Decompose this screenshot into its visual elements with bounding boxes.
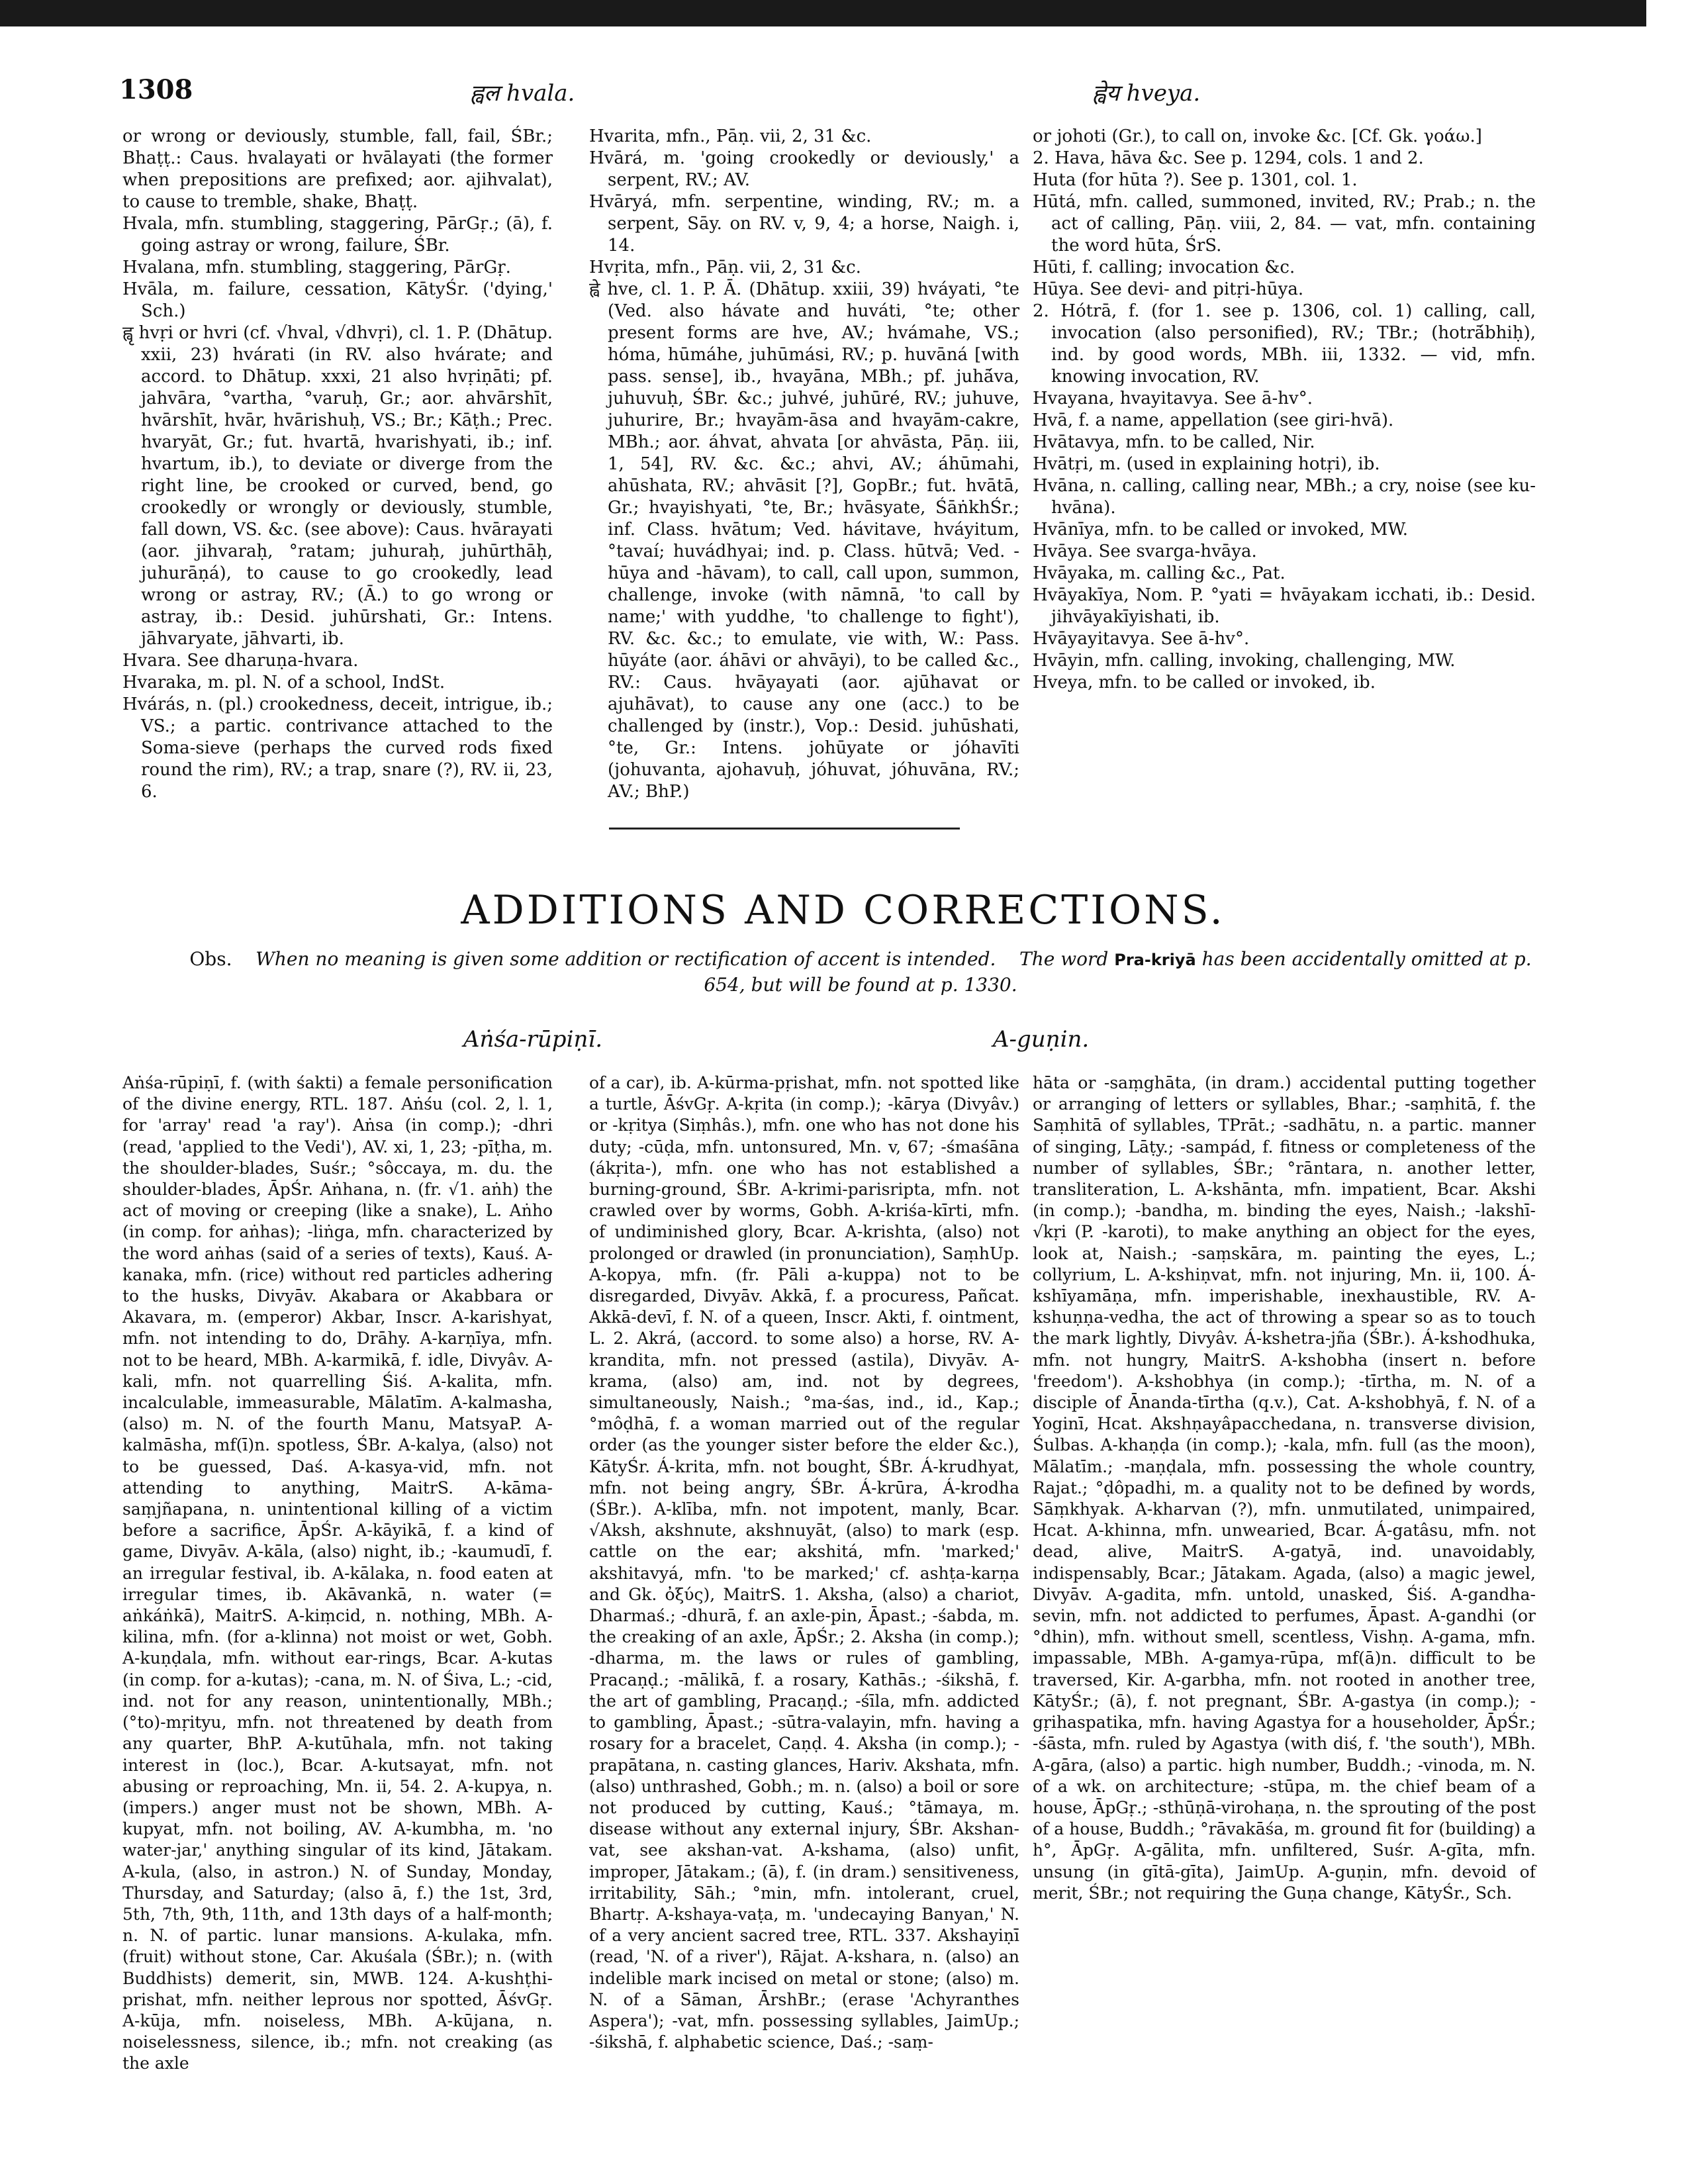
top-column-1 — [122, 126, 553, 803]
entry: Hvayana, hvayitavya. See ā-hv°. — [1033, 389, 1313, 408]
entry: 2. Hótrā, f. (for 1. see p. 1306, col. 1) calling, call, invocation (also personified), RV.; TBr.; (hotrā́bhiḥ), ind. by good words, MBh. iii, 1332. — vid, mfn. knowing invocation, RV. — [1033, 301, 1536, 387]
obs-text: The word — [1019, 948, 1109, 970]
entry: Hvāryá, mfn. serpentine, winding, RV.; m. a serpent, Sāy. on RV. v, 9, 4; a horse, Naigh. i, 14. — [589, 192, 1019, 256]
entry: Hvāna, n. calling, calling near, MBh.; a cry, noise (see ku-hvāna). — [1033, 476, 1536, 518]
running-header — [99, 74, 1569, 114]
obs-text: When no meaning is given some addition or rectification of accent is intended. — [256, 948, 996, 970]
obs-label: Obs. — [189, 948, 232, 970]
entry: Hvātavya, mfn. to be called, Nir. — [1033, 432, 1315, 452]
entry: Hvāyin, mfn. calling, invoking, challenging, MW. — [1033, 651, 1456, 671]
entry: Hvāyakīya, Nom. P. °yati = hvāyakam icchati, ib.: Desid. jihvāyakīyishati, ib. — [1033, 585, 1536, 627]
entry: 2. Hava, hāva &c. See p. 1294, cols. 1 and 2. — [1033, 148, 1424, 168]
obs-text: has been accidentally omitted at p. 654, but will be found at p. 1330. — [704, 948, 1532, 996]
additions-column-3 — [1033, 1072, 1536, 1904]
entry: Hvalana, mfn. stumbling, staggering, PārGṛ. — [122, 258, 511, 277]
additions-text: hāta or -saṃghāta, (in dram.) accidental putting together or arranging of letters or syllables, Bhar.; -saṃhitā, f. the Saṃhitā of syllables, TPrāt.; -sadhātu, n. a partic. manner of singing, Lāṭy.; -sampád, f. fitness or completeness of the number of syllables, ŚBr.; °rāntara, n. another letter, transliteration, L. A-kshānta, mfn. impatient, Bcar. Akshi (in comp.); -bandha, m. binding the eyes, Naish.; -lakshī-√kṛi (P. -karoti), to make anything an object for the eyes, look at, Naish.; -saṃskāra, m. painting the eyes, L.; collyrium, L. A-kshiṇvat, mfn. not injuring, Mn. ii, 100. Á-kshīyamāṇa, mfn. imperishable, inexhaustible, RV. A-kshuṇṇa-vedha, the act of throwing a spear so as to touch the mark lightly, Divyâv. Á-kshetra-jña (ŚBr.). Á-kshodhuka, mfn. not hungry, MaitrS. A-kshobha (insert n. before 'freedom'). A-kshobhya (in comp.); -tīrtha, m. N. of a disciple of Ānanda-tīrtha (q.v.), Cat. A-kshobhyā, f. N. of a Yoginī, Hcat. Akshṇayâpacchedana, n. transverse division, Śulbas. A-khaṇḍa (in comp.); -kala, mfn. full (as the moon), Mālatīm.; -maṇḍala, mfn. possessing the whole country, Rajat.; °ḍôpadhi, m. a quality not to be defined by words, Sāṃkhyak. A-kharvan (?), mfn. unmutilated, unimpaired, Hcat. A-khinna, mfn. unwearied, Bcar. Á-gatâsu, mfn. not dead, alive, MaitrS. A-gatyā, ind. unavoidably, indispensably, Bcar.; Jātakam. Agada, (also) a magic jewel, Divyāv. A-gadita, mfn. untold, unasked, Śiś. A-gandha-sevin, mfn. not addicted to perfumes, Āpast. A-gandhi (or °dhin), mfn. without smell, scentless, Vishṇ. A-gama, mfn. impassable, MBh. A-gamya-rūpa, mf(ā)n. difficult to be traversed, Kir. A-garbha, mfn. not rooted in another tree, KātyŚr.; (ā), f. not pregnant, ŚBr. A-gastya (in comp.); -gṛihaspatika, mfn. having Agastya for a householder, ĀpŚr.; -śāsta, mfn. ruled by Agastya (with diś, f. 'the south'), MBh. A-gāra, (also) a partic. high number, Buddh.; -vinoda, m. N. of a wk. on architecture; -stūpa, m. the chief beam of a house, ĀpGṛ.; -sthūṇā-virohaṇa, n. the sprouting of the post of a house, Buddh.; °rāvakāśa, m. ground fit for (building) a h°, ĀpGṛ. A-gālita, mfn. unfiltered, Suśr. A-gīta, mfn. unsung (in gītā-gīta), JaimUp. A-guṇin, mfn. devoid of merit, ŚBr.; not requiring the Guṇa change, KātyŚr., Sch. — [1033, 1073, 1536, 1903]
observation-note — [172, 947, 1549, 998]
page-number: 1308 — [119, 74, 193, 105]
top-column-3 — [1033, 126, 1536, 694]
entry: Hūya. See devi- and pitṛi-hūya. — [1033, 279, 1304, 299]
entry: Hvāya. See svarga-hvāya. — [1033, 542, 1257, 561]
entry: Hvāyaka, m. calling &c., Pat. — [1033, 563, 1286, 583]
top-column-2 — [589, 126, 1019, 803]
additions-text: of a car), ib. A-kūrma-pṛishat, mfn. not spotted like a turtle, ĀśvGṛ. A-kṛita (in comp.); -kārya (Divyâv.) or -kṛitya (Siṃhâs.), mfn. one who has not done his duty; -cūḍa, mfn. untonsured, Mn. v, 67; -śmaśāna (ákṛita-), mfn. one who has not established a burning-ground, ŚBr. A-krimi-parisripta, mfn. not crawled over by worms, Gobh. A-kriśa-kīrti, mfn. of undiminished glory, Bcar. A-krishta, (also) not prolonged or drawled (in pronunciation), SaṃhUp. A-kopya, mfn. (fr. Pāli a-kuppa) not to be disregarded, Divyāv. Akkā, f. a procuress, Pañcat. Akkā-devī, f. N. of a queen, Inscr. Akti, f. ointment, L. 2. Akrá, (accord. to some also) a horse, RV. A-krandita, mfn. not pressed (astila), Divyāv. A-krama, (also) am, ind. not by degrees, simultaneously, Naish.; °ma-śas, ind., id., Kap.; °môḍhā, f. a woman married out of the regular order (as the younger sister before the elder &c.), KātyŚr. Á-krita, mfn. not bought, ŚBr. Á-krudhyat, mfn. not being angry, ŚBr. Á-krūra, Á-krodha (ŚBr.). A-klība, mfn. not impotent, manly, Bcar. √Aksh, akshnute, akshnuyāt, (also) to mark (esp. cattle on the ear; akshitá, mfn. 'marked;' akshitavyá, mfn. 'to be marked;' cf. ashṭa-karṇa and Gk. ὀξύς), MaitrS. 1. Aksha, (also) a chariot, Dharmaś.; -dhurā, f. an axle-pin, Āpast.; -śabda, m. the creaking of an axle, ĀpŚr.; 2. Aksha (in comp.); -dharma, m. the laws or rules of gambling, Pracaṇḍ.; -mālikā, f. a rosary, Kathās.; -śikshā, f. the art of gambling, Pracaṇḍ.; -śīla, mfn. addicted to gambling, Āpast.; -sūtra-valayin, mfn. having a rosary for a bracelet, Caṇḍ. 4. Aksha (in comp.); -prapātana, n. casting glances, Hariv. Akshata, mfn. (also) unthrashed, Gobh.; m. n. (also) a boil or sore not produced by cutting, Kauś.; °tāmaya, m. disease without any external injury, ŚBr. Akshan-vat, see akshan-vat. A-kshama, (also) unfit, improper, Jātakam.; (ā), f. (in dram.) sensitiveness, irritability, Sāh.; °min, mfn. intolerant, cruel, Bhartṛ. A-kshaya-vaṭa, m. 'undecaying Banyan,' N. of a very ancient sacred tree, RTL. 337. Akshayiṇī (read, 'N. of a river'), Rājat. A-kshara, n. (also) an indelible mark incised on metal or stone; (also) m. N. of a Sāman, ĀrshBr.; (erase 'Achyranthes Aspera'); -vat, mfn. possessing syllables, JaimUp.; -śikshā, f. alphabetic science, Daś.; -saṃ- — [589, 1073, 1019, 2052]
entry: Hvārá, m. 'going crookedly or deviously,' a serpent, RV.; AV. — [589, 148, 1019, 190]
root-entry-hve: ह्वे hve, cl. 1. P. Ā. (Dhātup. xxiii, 39) hváyati, °te (Ved. also hávate and huváti, °te; other present forms are hve, AV.; hvámahe, VS.; hóma, hūmáhe, juhūmási, RV.; p. huvāná [with pass. sense], ib., hvayāna, MBh.; pf. juhā́va, juhuvuḥ, ŚBr. &c.; juhvé, juhūré, RV.; juhuve, juhurire, Br.; hvayām-āsa and hvayām-cakre, MBh.; aor. áhvat, ahvata [or ahvāsta, Pāṇ. iii, 1, 54], RV. &c. &c.; ahvi, AV.; áhūmahi, ahūshata, RV.; ahvāsit [?], GopBr.; fut. hvātā, Gr.; hvayishyati, °te, Br.; hvāsyate, ŚāṅkhŚr.; inf. Class. hvātum; Ved. hávitave, hváyitum, °tavaí; huvádhyai; ind. p. Class. hūtvā; Ved. -hūya and -hāvam), to call, call upon, summon, challenge, invoke (with nāmnā, 'to call by name;' with yuddhe, 'to challenge to fight'), RV. &c. &c.; to emulate, vie with, W.: Pass. hūyáte (aor. áhāvi or ahvāyi), to be called &c., RV.: Caus. hvāyayati (aor. ajūhavat or ajuhāvat), to cause any one (acc.) to be challenged by (instr.), Vop.: Desid. juhūshati, °te, Gr.: Intens. johūyate or jóhavīti (johuvanta, ajohavuḥ, jóhuvat, jóhuvāna, RV.; AV.; BhP.) — [589, 279, 1019, 802]
section-guide-left: Aṅśa-rūpiṇī. — [463, 1026, 603, 1053]
entry: Hvāyayitavya. See ā-hv°. — [1033, 629, 1250, 649]
entry: Hvala, mfn. stumbling, staggering, PārGṛ.; (ā), f. going astray or wrong, failure, ŚBr. — [122, 214, 553, 256]
root-entry-hvri: ह्वृ hvṛi or hvri (cf. √hval, √dhvṛi), cl. 1. P. (Dhātup. xxii, 23) hvárati (in RV. also hvárate; and accord. to Dhātup. xxxi, 21 also hvṛiṇāti; pf. jahvāra, °vartha, °varuḥ, Gr.; aor. ahvārshīt, hvārshīt, hvār, hvārishuḥ, VS.; Br.; Kāṭh.; Prec. hvaryāt, Gr.; fut. hvartā, hvarishyati, ib.; inf. hvartum, ib.), to deviate or diverge from the right line, be crooked or curved, bend, go crookedly or wrongly or deviously, stumble, fall down, VS. &c. (see above): Caus. hvārayati (aor. jihvaraḥ, °ratam; juhuraḥ, juhūrthāḥ, juhurāṇá), to cause to go crookedly, lead wrong or astray, RV.; (Ā.) to go wrong or astray, ib.: Desid. juhūrshati, Gr.: Intens. jāhvaryate, jāhvarti, ib. — [122, 323, 553, 649]
entry: Hvaraka, m. pl. N. of a school, IndSt. — [122, 673, 445, 692]
entry: Hvānīya, mfn. to be called or invoked, MW. — [1033, 520, 1408, 540]
entry: or johoti (Gr.), to call on, invoke &c. [Cf. Gk. γοάω.] — [1033, 126, 1482, 146]
scan-top-notch — [1646, 0, 1686, 26]
left-guide-word: ह्वल hvala. — [470, 80, 575, 107]
section-divider — [609, 828, 960, 830]
entry: Hvara. See dharuṇa-hvara. — [122, 651, 359, 671]
additions-column-1 — [122, 1072, 553, 2075]
entry: Hvātṛi, m. (used in explaining hotṛi), ib. — [1033, 454, 1380, 474]
entry: Hūtá, mfn. called, summoned, invited, RV.; Prab.; n. the act of calling, Pāṇ. viii, 2, 84. — vat, mfn. containing the word hūta, ŚrS. — [1033, 192, 1536, 256]
entry: Hvarita, mfn., Pāṇ. vii, 2, 31 &c. — [589, 126, 872, 146]
entry: Hvāla, m. failure, cessation, KātyŚr. ('dying,' Sch.) — [122, 279, 553, 321]
entry: Huta (for hūta ?). See p. 1301, col. 1. — [1033, 170, 1358, 190]
scan-top-edge — [0, 0, 1686, 26]
entry: Hūti, f. calling; invocation &c. — [1033, 258, 1295, 277]
right-guide-word: ह्वेय hveya. — [1092, 80, 1201, 107]
entry: Hvárás, n. (pl.) crookedness, deceit, intrigue, ib.; VS.; a partic. contrivance attached to the Soma-sieve (perhaps the curved rods fixed round the rim), RV.; a trap, snare (?), RV. ii, 23, 6. — [122, 694, 553, 802]
entry: Hveya, mfn. to be called or invoked, ib. — [1033, 673, 1376, 692]
additions-column-2 — [589, 1072, 1019, 2053]
section-title: ADDITIONS AND CORRECTIONS. — [461, 887, 1225, 933]
entry: Hvā, f. a name, appellation (see giri-hvā). — [1033, 410, 1394, 430]
section-guide-right: A-guṇin. — [993, 1026, 1090, 1053]
entry: Hvṛita, mfn., Pāṇ. vii, 2, 31 &c. — [589, 258, 861, 277]
entry: or wrong or deviously, stumble, fall, fail, ŚBr.; Bhaṭṭ.: Caus. hvalayati or hvālayati (the former when prepositions are prefixed; aor. ajihvalat), to cause to tremble, shake, Bhaṭṭ. — [122, 126, 553, 212]
obs-word: Pra-kriyā — [1114, 951, 1196, 969]
additions-text: Aṅśa-rūpiṇī, f. (with śakti) a female personification of the divine energy, RTL. 187. Aṅśu (col. 2, l. 1, for 'array' read 'a ray'). Aṅsa (in comp.); -dhri (read, 'applied to the Vedi'), AV. xi, 1, 23; -pīṭha, m. the shoulder-blades, Suśr.; °sôccaya, m. du. the shoulder-blades, ĀpŚr. Aṅhana, n. (fr. √1. aṅh) the act of moving or creeping (like a snake), L. Aṅho (in comp. for aṅhas); -liṅga, mfn. characterized by the word aṅhas (said of a series of texts), Kauś. A-kanaka, mfn. (rice) without red particles adhering to the husks, Divyāv. Akabara or Akabbara or Akavara, m. (emperor) Akbar, Inscr. A-karishyat, mfn. not intending to do, Drāhy. A-karṇīya, mfn. not to be heard, MBh. A-karmikā, f. idle, Divyâv. A-kali, mfn. not quarrelling Śiś. A-kalita, mfn. incalculable, immeasurable, Mālatīm. A-kalmasha, (also) m. N. of the fourth Manu, MatsyaP. A-kalmāsha, mf(ī)n. spotless, ŚBr. A-kalya, (also) not to be guessed, Daś. A-kasya-vid, mfn. not attending to anything, MaitrS. A-kāma-saṃjñapana, n. unintentional killing of a victim before a sacrifice, ĀpŚr. A-kāyikā, f. a kind of game, Divyāv. A-kāla, (also) night, ib.; -kaumudī, f. an irregular festival, ib. A-kālaka, n. food eaten at irregular times, ib. Akāvankā, n. water (= aṅkáṅkā), MaitrS. A-kiṃcid, n. nothing, MBh. A-kilina, mfn. (for a-klinna) not moist or wet, Gobh. A-kuṇḍala, mfn. without ear-rings, Bcar. A-kutas (in comp. for a-kutas); -cana, m. N. of Śiva, L.; -cid, ind. not for any reason, unintentionally, MBh.; (°to)-mṛityu, mfn. not threatened by death from any quarter, BhP. A-kutūhala, mfn. not taking interest in (loc.), Bcar. A-kutsayat, mfn. not abusing or reproaching, Mn. ii, 54. 2. A-kupya, n. (impers.) anger must not be shown, MBh. A-kupyat, mfn. not boiling, AV. A-kumbha, m. 'no water-jar,' anything singular of its kind, Jātakam. A-kula, (also, in astron.) N. of Sunday, Monday, Thursday, and Saturday; (also ā, f.) the 1st, 3rd, 5th, 7th, 9th, 11th, and 13th days of a half-month; n. N. of partic. lunar mansions. A-kulaka, mfn. (fruit) without stone, Car. Akuśala (ŚBr.); n. (with Buddhists) demerit, sin, MWB. 124. A-kushṭhi-prishat, mfn. neither leprous nor spotted, ĀśvGṛ. A-kūja, mfn. noiseless, MBh. A-kūjana, n. noiselessness, silence, ib.; mfn. not creaking (as the axle — [122, 1073, 553, 2073]
